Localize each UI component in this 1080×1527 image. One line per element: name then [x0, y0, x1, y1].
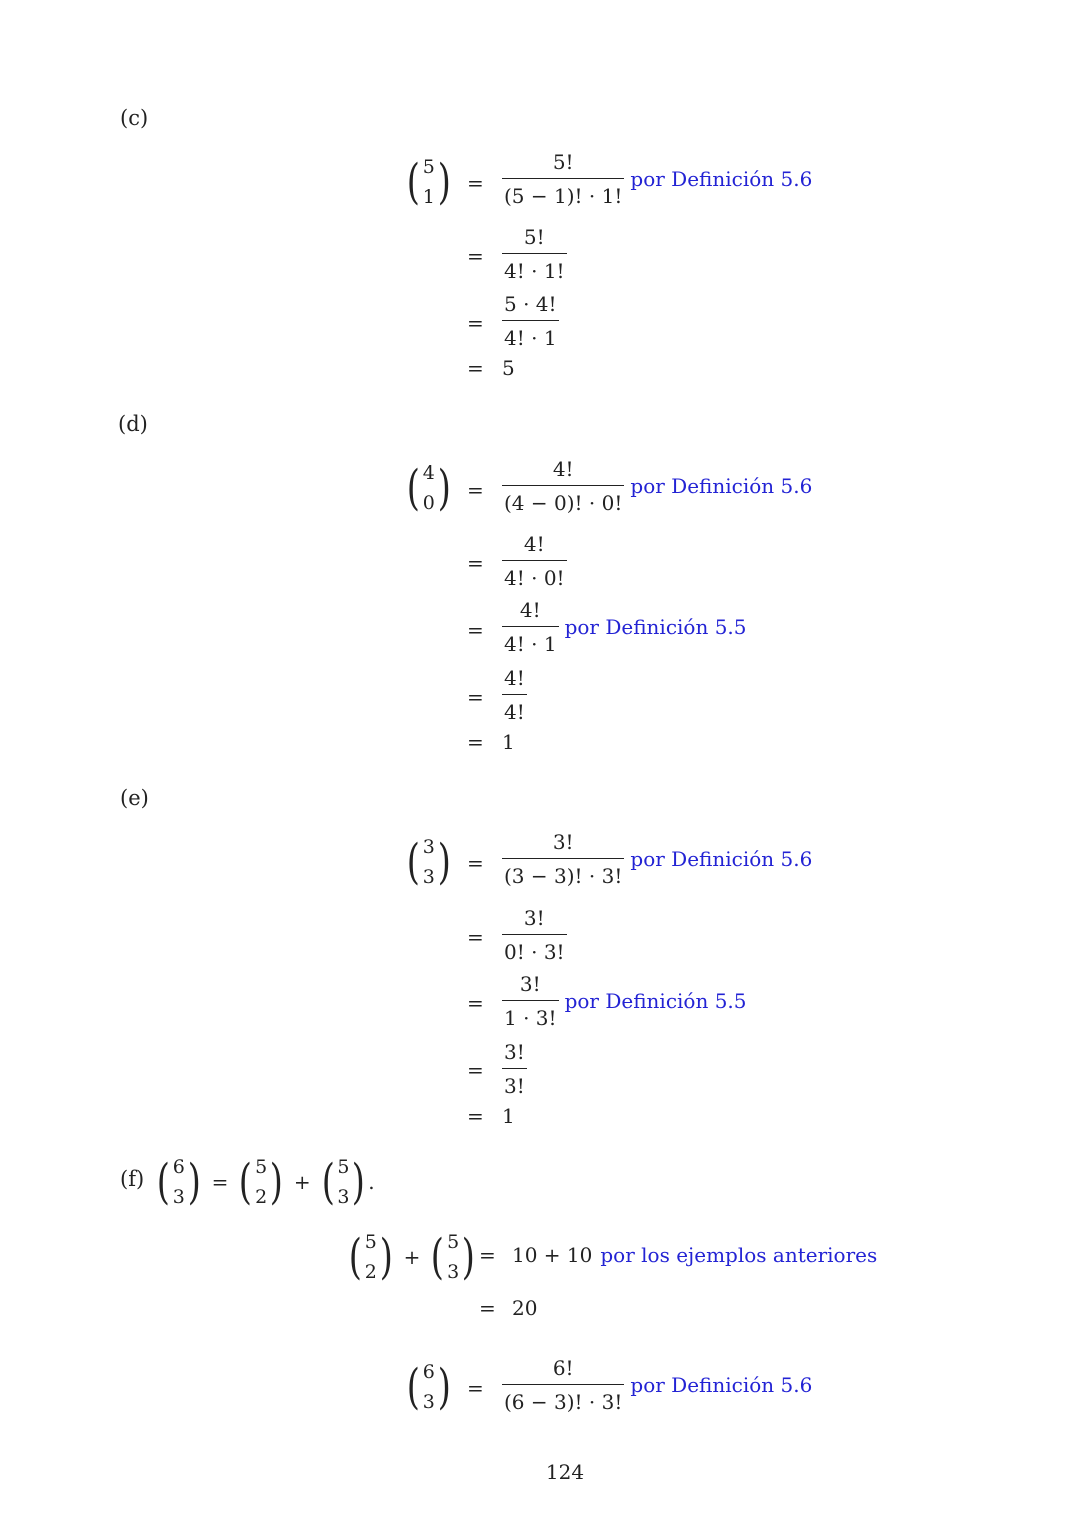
item-label-c: (c) [120, 106, 149, 130]
equation-line: 10 + 10 por los ejemplos anteriores [512, 1243, 878, 1267]
reference-note: por los ejemplos anteriores [600, 1243, 878, 1267]
equals-sign: = [467, 171, 484, 195]
equals-sign: = [467, 551, 484, 575]
item-label-f: (f) [120, 1167, 145, 1191]
item-label-d: (d) [118, 412, 148, 436]
equals-sign: = [479, 1296, 496, 1320]
result-value: 5 [502, 356, 515, 380]
result-value: 1 [502, 730, 515, 754]
equals-sign: = [467, 356, 484, 380]
definition-reference: por Definición 5.6 [630, 474, 813, 499]
definition-reference: por Definición 5.5 [564, 615, 747, 640]
pascal-identity-statement: ( 6 3 ) = ( 5 2 ) + ( 5 3 ) . [156, 1154, 375, 1210]
equation-line: $\frac{4!}{4!}$ [504, 666, 525, 725]
equation-line: $\frac{4!}{(4 - 0)! \cdot 0!}$ por Definición 5.6 [504, 457, 813, 516]
item-label-e: (e) [120, 786, 149, 810]
equation-line: $\frac{3!}{0! \cdot 3!}$ [504, 906, 565, 965]
binomial-4-0: ( 4 0 ) [406, 460, 451, 516]
definition-reference: por Definición 5.6 [630, 1373, 813, 1398]
equation-line: $\frac{4!}{4! \cdot 0!}$ [504, 532, 565, 591]
equation-line: $\frac{3!}{3!}$ [504, 1040, 525, 1099]
result-value: 20 [512, 1296, 538, 1320]
equation-line: $\frac{4!}{4! \cdot 1}$ por Definición 5.5 [504, 598, 747, 657]
equals-sign: = [467, 925, 484, 949]
equals-sign: = [467, 730, 484, 754]
binomial-6-3: ( 6 3 ) [406, 1359, 451, 1415]
definition-reference: por Definición 5.6 [630, 847, 813, 872]
equation-line: $\frac{6!}{(6 - 3)! \cdot 3!}$ por Definición 5.6 [504, 1356, 813, 1415]
definition-reference: por Definición 5.6 [630, 167, 813, 192]
page-number: 124 [545, 1460, 585, 1484]
equals-sign: = [467, 1376, 484, 1400]
binomial-3-3: ( 3 3 ) [406, 834, 451, 890]
equation-line: $\frac{5!}{(5 - 1)! \cdot 1!}$ por Definición 5.6 [504, 150, 813, 209]
equals-sign: = [467, 244, 484, 268]
equals-sign: = [467, 851, 484, 875]
binomial-sum: ( 5 2 ) + ( 5 3 ) [348, 1229, 476, 1285]
equals-sign: = [479, 1243, 496, 1267]
equation-line: $\frac{3!}{(3 - 3)! \cdot 3!}$ por Definición 5.6 [504, 830, 813, 889]
equals-sign: = [467, 685, 484, 709]
equals-sign: = [467, 478, 484, 502]
binomial-5-1: ( 5 1 ) [406, 154, 451, 210]
equals-sign: = [467, 1104, 484, 1128]
equation-line: $\frac{3!}{1 \cdot 3!}$ por Definición 5.5 [504, 972, 747, 1031]
equation-line: $\frac{5 \cdot 4!}{4! \cdot 1}$ [504, 292, 557, 351]
equals-sign: = [467, 311, 484, 335]
definition-reference: por Definición 5.5 [564, 989, 747, 1014]
equals-sign: = [467, 1058, 484, 1082]
result-value: 1 [502, 1104, 515, 1128]
equation-line: $\frac{5!}{4! \cdot 1!}$ [504, 225, 565, 284]
equals-sign: = [467, 991, 484, 1015]
equals-sign: = [467, 618, 484, 642]
